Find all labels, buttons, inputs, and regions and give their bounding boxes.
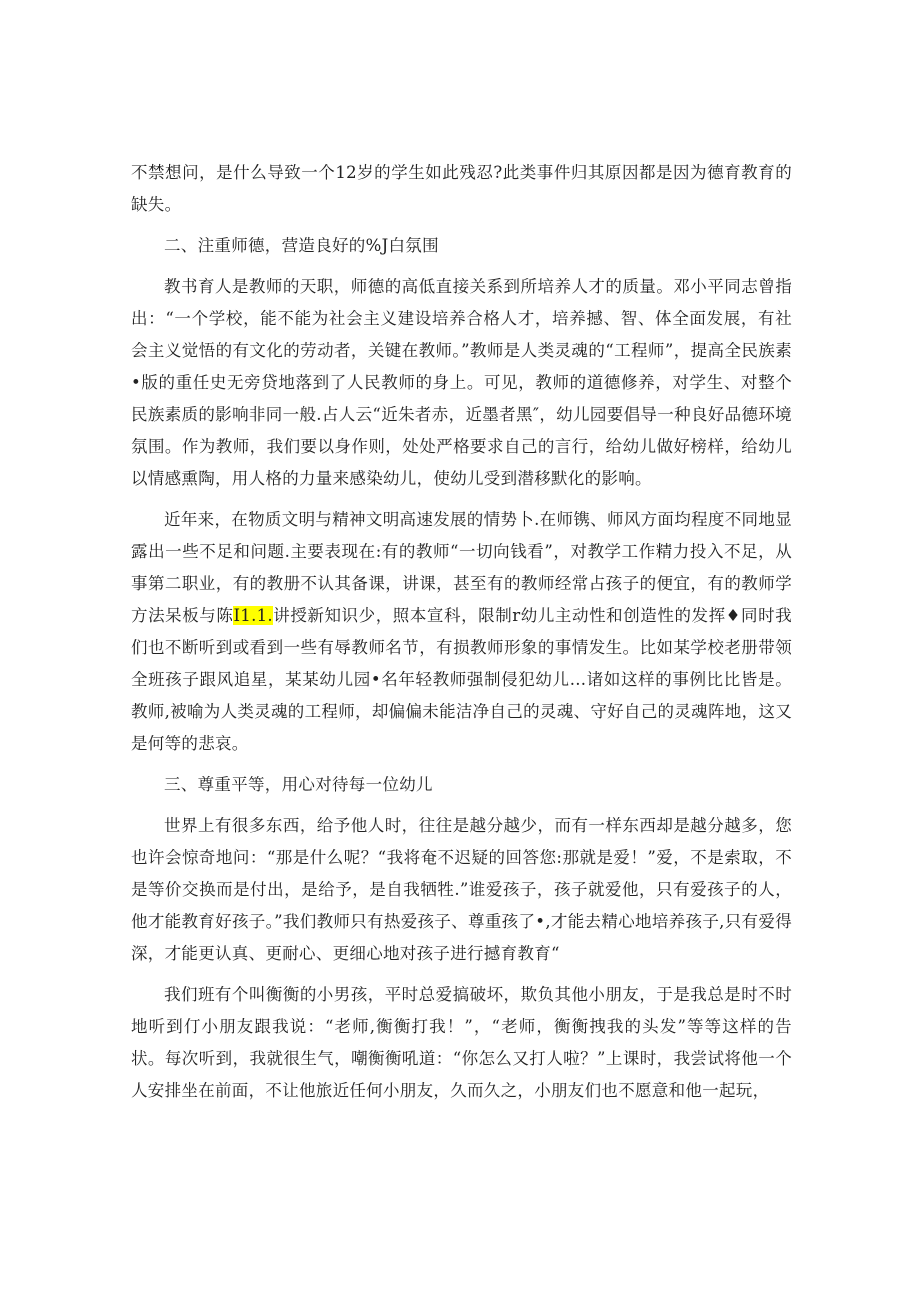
section-heading-2: 二、注重师德，营造良好的%J白氛围	[164, 236, 439, 255]
paragraph-recent-text-before: 近年来，在物质文明与精神文明高速发展的情势卜.在师镌、师风方面均程度不同地显露出一些不足和问题.主要表现在:有的教师“一切向钱看”，对教学工作精力投入不足，从事第二职业，有的教册不认其备课，讲课，甚至有的教师经常占孩子的便宜，有的教师学方法呆板与陈	[131, 510, 792, 625]
paragraph-love: 世界上有很多东西，给予他人时，往往是越分越少，而有一样东西却是越分越多，您也许会惊奇地问：“那是什么呢？“我将奄不迟疑的回答您:那就是爱！”爱，不是索取，不是等价交换而是付出，是给予，是自我牺牲.”谁爱孩子，孩子就爱他，只有爱孩子的人，他才能教育好孩子。”我们教师只有热爱孩子、尊重孩了•,才能去精心地培养孩子,只有爱得深，才能更认真、更耐心、更细心地对孩子进行撼育教育“	[131, 816, 792, 963]
highlighted-text: I1.1.	[233, 606, 273, 625]
paragraph-teacher-ethics: 教书育人是教师的天职，师德的高低直接关系到所培养人才的质量。邓小平同志曾指出：“一个学校，能不能为社会主义建设培养合格人才，培养撼、智、体全面发展，有社会主义觉悟的有文化的劳动者，关键在教师。”教师是人类灵魂的“工程师”，提高全民族素•版的重任史无旁贷地落到了人民教师的身上。可见，教师的道德修养，对学生、对整个民族素质的影响非同一般.占人云“近朱者赤，近墨者黑″，幼儿园要倡导一种良好品德环境氛围。作为教师，我们要以身作则，处处严格要求自己的言行，给幼儿做好榜样，给幼儿以情感熏陶，用人格的力量来感染幼儿，使幼儿受到潜移默化的影响。	[131, 277, 792, 488]
paragraph-recent-text-after: 讲授新知识少，照本宣科，限制r幼儿主动性和创造性的发挥♦同时我们也不断听到或看到一些有辱教师名节，有损教师形象的事情发生。比如某学校老册带领全班孩子跟风追星，某某幼儿园•名年轻教师强制侵犯幼儿…诸如这样的事例比比皆是。教师,被喻为人类灵魂的工程师，却偏偏未能洁净自己的灵魂、守好自己的灵魂阵地，这又是何等的悲哀。	[131, 606, 792, 753]
section-heading-3: 三、尊重平等，用心对待每一位幼儿	[164, 775, 433, 794]
paragraph-story: 我们班有个叫衡衡的小男孩，平时总爱搞破坏，欺负其他小朋友，于是我总是时不时地听到仃小朋友跟我说：“老师,衡衡打我！”，“老师，衡衡拽我的头发”等等这样的告状。每次听到，我就很生气，嘲衡衡吼道：“你怎么又打人啦？”上课时，我尝试将他一个人安排坐在前面，不让他旅近任何小朋友，久而久之，小朋友们也不愿意和他一起玩，	[131, 985, 792, 1100]
paragraph-intro: 不禁想问，是什么导致一个12岁的学生如此残忍?此类事件归其原因都是因为德育教育的缺失。	[131, 163, 792, 214]
paragraph-recent-years	[131, 504, 792, 760]
